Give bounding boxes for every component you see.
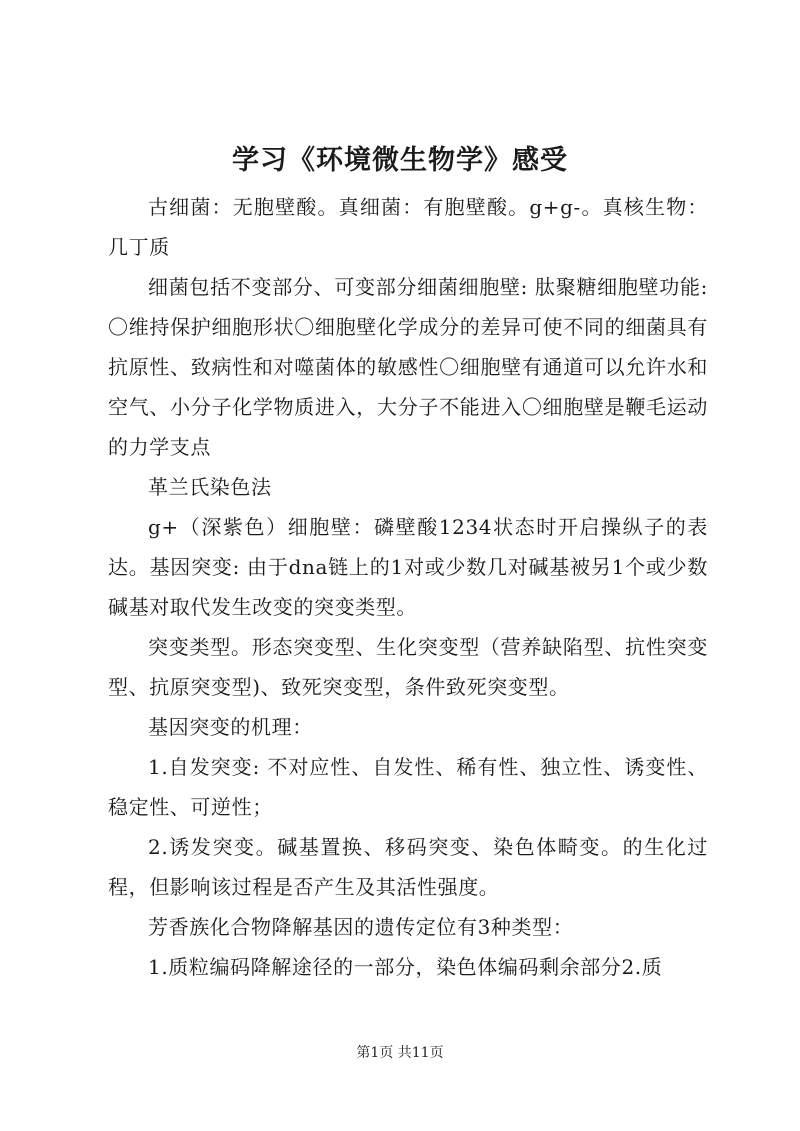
paragraph: 芳香族化合物降解基因的遗传定位有3种类型：	[148, 915, 574, 939]
paragraph: 革兰氏染色法	[148, 475, 272, 499]
paragraph: 细菌包括不变部分、可变部分细菌细胞壁: 肽聚糖细胞壁功能: 〇维持保护细胞形状〇细胞壁化学成分的差异可使不同的细菌具有抗原性、致病性和对噬菌体的敏感性〇细胞壁有通道可以允许水和空气、小分子化学物质进入，大分子不能进入〇细胞壁是鞭毛运动的力学支点	[108, 275, 708, 459]
paragraph: 古细菌：无胞壁酸。真细菌：有胞壁酸。g+g-。真核生物：几丁质	[108, 195, 708, 259]
paragraph: 1.质粒编码降解途径的一部分，染色体编码剩余部分2.质	[148, 955, 663, 979]
page-number-footer: 第1页 共11页	[356, 1045, 444, 1061]
paragraph: 突变类型。形态突变型、生化突变型（营养缺陷型、抗性突变型、抗原突变型)、致死突变型，条件致死突变型。	[108, 635, 708, 699]
paragraph: 基因突变的机理：	[148, 715, 313, 739]
paragraph: 1.自发突变: 不对应性、自发性、稀有性、独立性、诱变性、稳定性、可逆性；	[108, 755, 708, 819]
paragraph: g+（深紫色）细胞壁：磷壁酸1234状态时开启操纵子的表达。基因突变: 由于dna链上的1对或少数几对碱基被另1个或少数碱基对取代发生改变的突变类型。	[108, 515, 708, 619]
document-body	[108, 187, 708, 987]
paragraph: 2.诱发突变。碱基置换、移码突变、染色体畸变。的生化过程，但影响该过程是否产生及其活性强度。	[108, 835, 708, 899]
document-title: 学习《环境微生物学》感受	[232, 145, 568, 176]
